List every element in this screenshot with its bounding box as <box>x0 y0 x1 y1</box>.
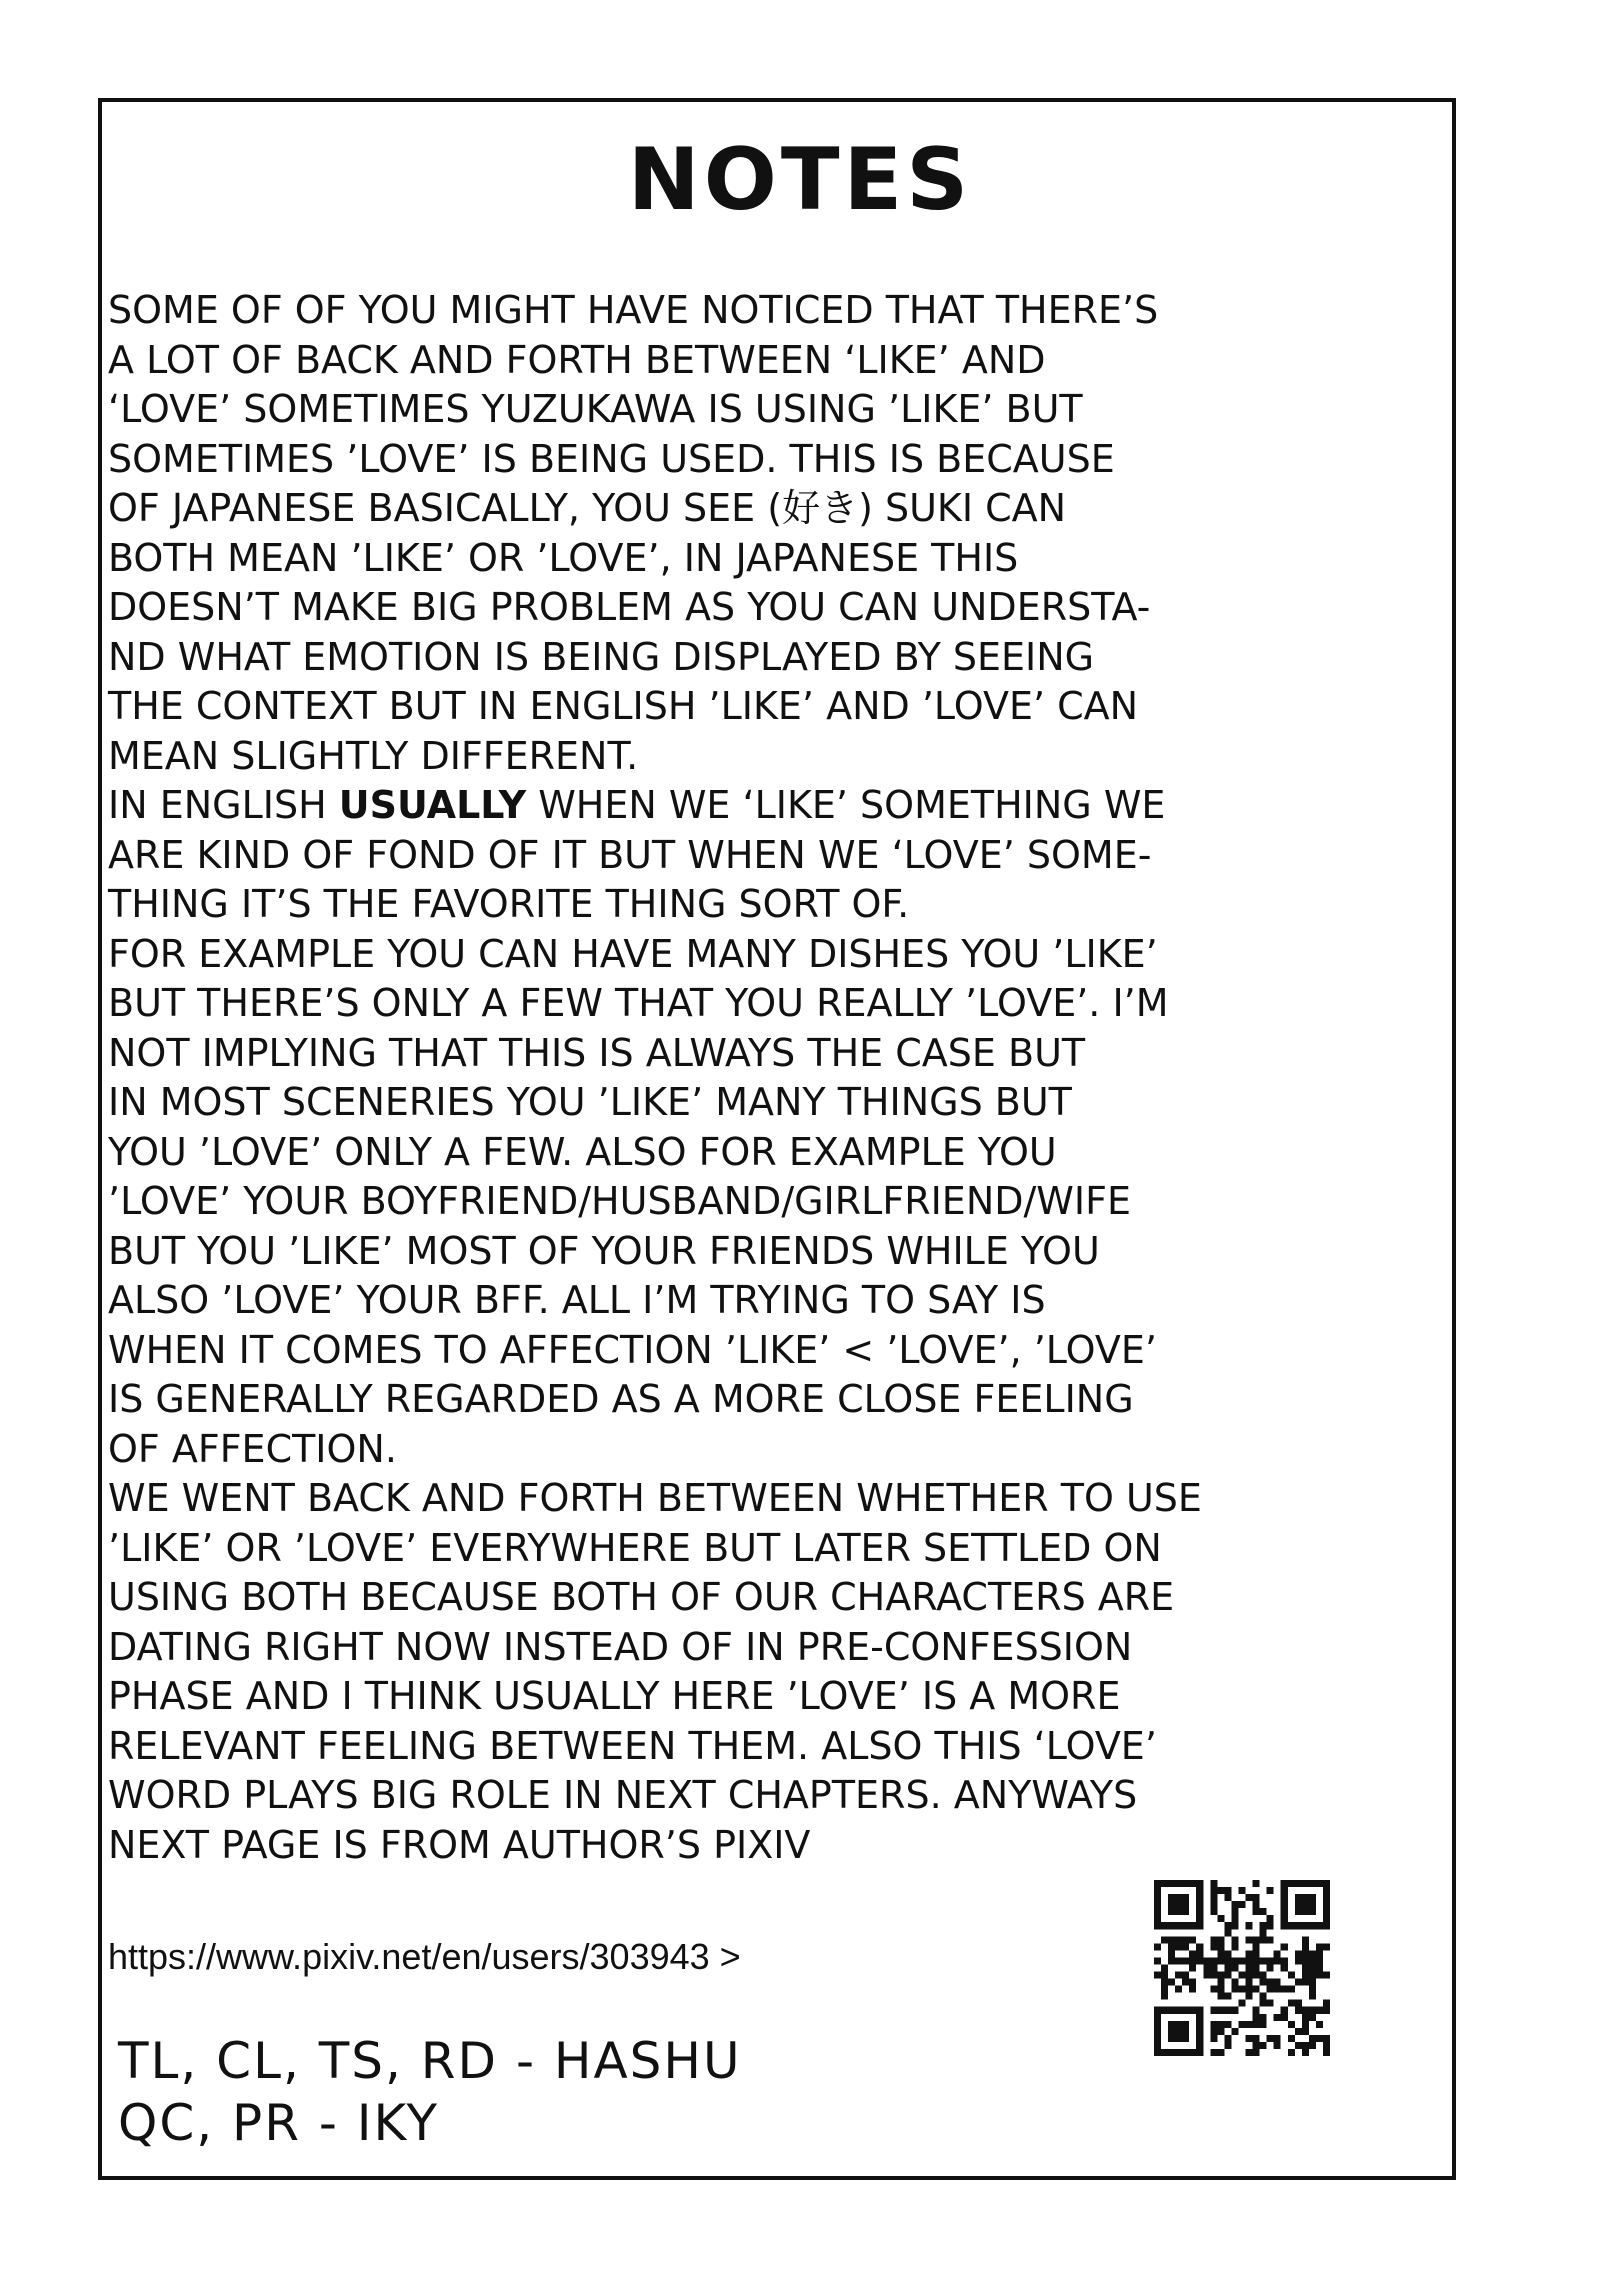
page-title: NOTES <box>627 130 973 230</box>
body-line: FOR EXAMPLE YOU CAN HAVE MANY DISHES YOU ’LIKE’ <box>108 931 1158 976</box>
body-line: ND WHAT EMOTION IS BEING DISPLAYED BY SEEING <box>108 634 1095 679</box>
body-line: WHEN IT COMES TO AFFECTION ’LIKE’ < ’LOVE’, ’LOVE’ <box>108 1327 1157 1372</box>
qr-code-icon[interactable] <box>1154 1880 1330 2056</box>
body-line: THING IT’S THE FAVORITE THING SORT OF. <box>108 882 910 926</box>
body-line: SOMETIMES ’LOVE’ IS BEING USED. THIS IS BECAUSE <box>108 436 1115 481</box>
body-text: IN ENGLISH <box>108 783 339 827</box>
body-line: RELEVANT FEELING BETWEEN THEM. ALSO THIS ‘LOVE’ <box>108 1723 1157 1768</box>
body-line: THE CONTEXT BUT IN ENGLISH ’LIKE’ AND ’LOVE’ CAN <box>108 684 1139 728</box>
body-text: WHEN WE ‘LIKE’ SOMETHING WE <box>526 783 1166 827</box>
body-line: NEXT PAGE IS FROM AUTHOR’S PIXIV <box>108 1822 811 1867</box>
body-line: MEAN SLIGHTLY DIFFERENT. <box>108 733 639 778</box>
body-line: ‘LOVE’ SOMETIMES YUZUKAWA IS USING ’LIKE’ BUT <box>108 387 1083 431</box>
body-line: OF AFFECTION. <box>108 1426 397 1471</box>
body-line: WORD PLAYS BIG ROLE IN NEXT CHAPTERS. ANYWAYS <box>108 1773 1138 1817</box>
body-line: ALSO ’LOVE’ YOUR BFF. ALL I’M TRYING TO SAY IS <box>108 1278 1046 1322</box>
body-line: SOME OF OF YOU MIGHT HAVE NOTICED THAT THERE’S <box>108 288 1159 332</box>
body-line: ’LOVE’ YOUR BOYFRIEND/HUSBAND/GIRLFRIEND/WIFE <box>108 1179 1131 1223</box>
emphasis-usually: USUALLY <box>338 783 527 827</box>
body-line: OF JAPANESE BASICALLY, YOU SEE (好き) SUKI CAN <box>108 486 1067 530</box>
credit-line-translator: TL, CL, TS, RD - HASHU <box>118 2032 742 2090</box>
body-line: PHASE AND I THINK USUALLY HERE ’LOVE’ IS A MORE <box>108 1674 1121 1718</box>
body-line: IS GENERALLY REGARDED AS A MORE CLOSE FEELING <box>108 1377 1134 1421</box>
body-line: ’LIKE’ OR ’LOVE’ EVERYWHERE BUT LATER SETTLED ON <box>108 1525 1162 1570</box>
body-line: USING BOTH BECAUSE BOTH OF OUR CHARACTERS ARE <box>108 1575 1175 1619</box>
pixiv-link[interactable]: https://www.pixiv.net/en/users/303943 > <box>108 1936 741 1977</box>
body-line <box>108 781 1488 831</box>
credit-line-qc: QC, PR - IKY <box>118 2094 440 2152</box>
body-line: ARE KIND OF FOND OF IT BUT WHEN WE ‘LOVE’ SOME- <box>108 832 1152 877</box>
body-line: DOESN’T MAKE BIG PROBLEM AS YOU CAN UNDERSTA- <box>108 585 1151 629</box>
body-line: BUT YOU ’LIKE’ MOST OF YOUR FRIENDS WHILE YOU <box>108 1228 1100 1273</box>
notes-body <box>108 286 1488 1870</box>
body-line: IN MOST SCENERIES YOU ’LIKE’ MANY THINGS BUT <box>108 1080 1072 1124</box>
body-line: YOU ’LOVE’ ONLY A FEW. ALSO FOR EXAMPLE YOU <box>108 1129 1057 1174</box>
body-line: BOTH MEAN ’LIKE’ OR ’LOVE’, IN JAPANESE THIS <box>108 535 1019 580</box>
body-line: DATING RIGHT NOW INSTEAD OF IN PRE-CONFESSION <box>108 1624 1133 1669</box>
body-line: NOT IMPLYING THAT THIS IS ALWAYS THE CASE BUT <box>108 1030 1086 1075</box>
body-line: BUT THERE’S ONLY A FEW THAT YOU REALLY ’LOVE’. I’M <box>108 981 1169 1025</box>
body-line: WE WENT BACK AND FORTH BETWEEN WHETHER TO USE <box>108 1476 1202 1520</box>
body-line: A LOT OF BACK AND FORTH BETWEEN ‘LIKE’ AND <box>108 337 1046 382</box>
